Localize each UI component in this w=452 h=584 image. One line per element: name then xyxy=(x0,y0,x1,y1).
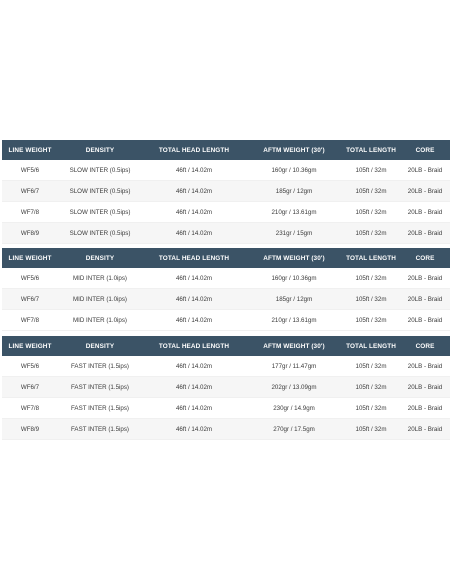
table-header-row xyxy=(2,140,450,160)
header-total-head-length: TOTAL HEAD LENGTH xyxy=(142,248,246,268)
cell-aftm-weight: 231gr / 15gm xyxy=(246,223,342,244)
table-header-row xyxy=(2,248,450,268)
cell-core: 20LB - Braid xyxy=(400,223,450,244)
cell-total-head-length: 46ft / 14.02m xyxy=(142,181,246,202)
header-density: DENSITY xyxy=(58,336,142,356)
header-density: DENSITY xyxy=(58,248,142,268)
cell-total-head-length: 46ft / 14.02m xyxy=(142,356,246,377)
cell-total-length: 105ft / 32m xyxy=(342,202,400,223)
cell-density: SLOW INTER (0.5ips) xyxy=(58,202,142,223)
cell-total-length: 105ft / 32m xyxy=(342,398,400,419)
header-total-length: TOTAL LENGTH xyxy=(342,248,400,268)
cell-density: SLOW INTER (0.5ips) xyxy=(58,181,142,202)
table-row xyxy=(2,310,450,331)
table-header-row xyxy=(2,336,450,356)
cell-aftm-weight: 202gr / 13.09gm xyxy=(246,377,342,398)
cell-density: FAST INTER (1.5ips) xyxy=(58,356,142,377)
cell-total-length: 105ft / 32m xyxy=(342,356,400,377)
cell-density: FAST INTER (1.5ips) xyxy=(58,419,142,440)
cell-aftm-weight: 185gr / 12gm xyxy=(246,289,342,310)
cell-core: 20LB - Braid xyxy=(400,398,450,419)
cell-line-weight: WF5/6 xyxy=(2,356,58,377)
cell-core: 20LB - Braid xyxy=(400,419,450,440)
cell-aftm-weight: 185gr / 12gm xyxy=(246,181,342,202)
cell-line-weight: WF6/7 xyxy=(2,289,58,310)
cell-total-head-length: 46ft / 14.02m xyxy=(142,398,246,419)
table-row xyxy=(2,160,450,181)
table-row xyxy=(2,377,450,398)
cell-total-length: 105ft / 32m xyxy=(342,289,400,310)
cell-aftm-weight: 210gr / 13.61gm xyxy=(246,310,342,331)
cell-core: 20LB - Braid xyxy=(400,289,450,310)
header-aftm-weight: AFTM WEIGHT (30') xyxy=(246,140,342,160)
table-row xyxy=(2,202,450,223)
cell-total-length: 105ft / 32m xyxy=(342,181,400,202)
cell-aftm-weight: 177gr / 11.47gm xyxy=(246,356,342,377)
table-row xyxy=(2,181,450,202)
cell-total-length: 105ft / 32m xyxy=(342,310,400,331)
cell-line-weight: WF5/6 xyxy=(2,160,58,181)
cell-aftm-weight: 210gr / 13.61gm xyxy=(246,202,342,223)
cell-total-head-length: 46ft / 14.02m xyxy=(142,377,246,398)
header-line-weight: LINE WEIGHT xyxy=(2,140,58,160)
cell-aftm-weight: 270gr / 17.5gm xyxy=(246,419,342,440)
header-total-head-length: TOTAL HEAD LENGTH xyxy=(142,336,246,356)
header-total-length: TOTAL LENGTH xyxy=(342,140,400,160)
table-row xyxy=(2,419,450,440)
cell-line-weight: WF7/8 xyxy=(2,398,58,419)
header-aftm-weight: AFTM WEIGHT (30') xyxy=(246,248,342,268)
cell-total-head-length: 46ft / 14.02m xyxy=(142,202,246,223)
cell-total-head-length: 46ft / 14.02m xyxy=(142,289,246,310)
cell-core: 20LB - Braid xyxy=(400,160,450,181)
cell-density: MID INTER (1.0ips) xyxy=(58,310,142,331)
header-aftm-weight: AFTM WEIGHT (30') xyxy=(246,336,342,356)
cell-total-length: 105ft / 32m xyxy=(342,268,400,289)
cell-core: 20LB - Braid xyxy=(400,202,450,223)
header-core: CORE xyxy=(400,140,450,160)
cell-aftm-weight: 160gr / 10.36gm xyxy=(246,160,342,181)
cell-line-weight: WF6/7 xyxy=(2,377,58,398)
cell-total-length: 105ft / 32m xyxy=(342,419,400,440)
cell-core: 20LB - Braid xyxy=(400,181,450,202)
table-row xyxy=(2,223,450,244)
cell-line-weight: WF7/8 xyxy=(2,202,58,223)
header-line-weight: LINE WEIGHT xyxy=(2,336,58,356)
cell-total-length: 105ft / 32m xyxy=(342,160,400,181)
cell-core: 20LB - Braid xyxy=(400,310,450,331)
cell-aftm-weight: 230gr / 14.9gm xyxy=(246,398,342,419)
cell-core: 20LB - Braid xyxy=(400,377,450,398)
cell-total-length: 105ft / 32m xyxy=(342,223,400,244)
cell-line-weight: WF8/9 xyxy=(2,223,58,244)
spec-table-slow-inter xyxy=(2,140,450,244)
cell-total-head-length: 46ft / 14.02m xyxy=(142,310,246,331)
cell-density: SLOW INTER (0.5ips) xyxy=(58,223,142,244)
cell-density: FAST INTER (1.5ips) xyxy=(58,398,142,419)
cell-density: MID INTER (1.0ips) xyxy=(58,268,142,289)
header-total-length: TOTAL LENGTH xyxy=(342,336,400,356)
spec-table-fast-inter xyxy=(2,336,450,440)
header-line-weight: LINE WEIGHT xyxy=(2,248,58,268)
cell-total-head-length: 46ft / 14.02m xyxy=(142,223,246,244)
header-core: CORE xyxy=(400,336,450,356)
table-row xyxy=(2,356,450,377)
header-density: DENSITY xyxy=(58,140,142,160)
cell-core: 20LB - Braid xyxy=(400,356,450,377)
cell-line-weight: WF8/9 xyxy=(2,419,58,440)
cell-density: SLOW INTER (0.5ips) xyxy=(58,160,142,181)
table-row xyxy=(2,289,450,310)
spec-table-mid-inter xyxy=(2,248,450,331)
cell-density: FAST INTER (1.5ips) xyxy=(58,377,142,398)
cell-total-length: 105ft / 32m xyxy=(342,377,400,398)
header-core: CORE xyxy=(400,248,450,268)
cell-line-weight: WF7/8 xyxy=(2,310,58,331)
table-row xyxy=(2,268,450,289)
table-row xyxy=(2,398,450,419)
header-total-head-length: TOTAL HEAD LENGTH xyxy=(142,140,246,160)
cell-line-weight: WF6/7 xyxy=(2,181,58,202)
cell-density: MID INTER (1.0ips) xyxy=(58,289,142,310)
cell-line-weight: WF5/6 xyxy=(2,268,58,289)
cell-aftm-weight: 160gr / 10.36gm xyxy=(246,268,342,289)
cell-total-head-length: 46ft / 14.02m xyxy=(142,160,246,181)
cell-core: 20LB - Braid xyxy=(400,268,450,289)
cell-total-head-length: 46ft / 14.02m xyxy=(142,419,246,440)
cell-total-head-length: 46ft / 14.02m xyxy=(142,268,246,289)
